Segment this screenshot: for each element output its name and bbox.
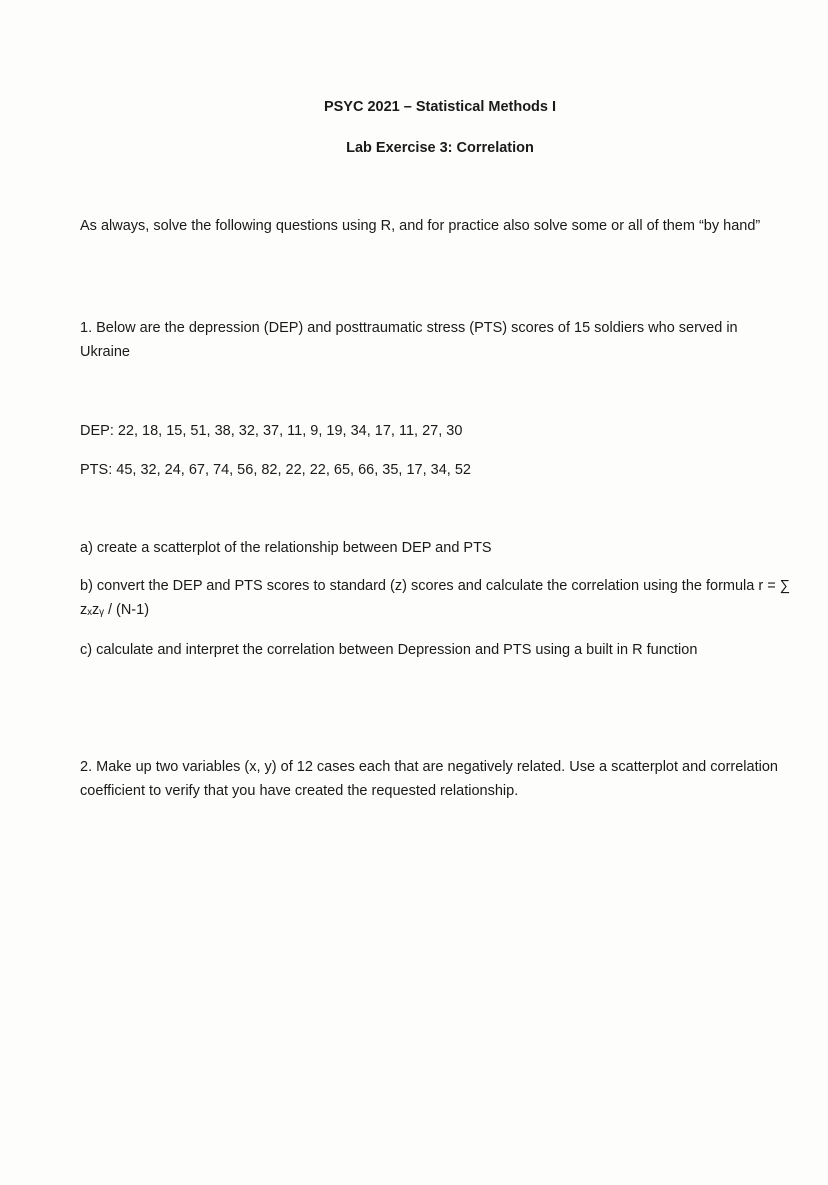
question-1-part-b: b) convert the DEP and PTS scores to standard (z) scores and calculate the correlation using the formula r = ∑ zₓzᵧ / (N-1)	[80, 578, 791, 618]
intro-paragraph: As always, solve the following questions using R, and for practice also solve some or all of them “by hand”	[80, 218, 761, 234]
lab-title: Lab Exercise 3: Correlation	[346, 140, 534, 156]
question-1-part-c: c) calculate and interpret the correlation between Depression and PTS using a built in R function	[80, 642, 698, 658]
pts-scores: PTS: 45, 32, 24, 67, 74, 56, 82, 22, 22, 65, 66, 35, 17, 34, 52	[80, 462, 471, 478]
question-2-prompt: 2. Make up two variables (x, y) of 12 cases each that are negatively related. Use a scatterplot and correlation coefficient to verify that you have created the requested relationship.	[80, 759, 778, 799]
question-1-prompt: 1. Below are the depression (DEP) and posttraumatic stress (PTS) scores of 15 soldiers who served in Ukraine	[80, 320, 738, 360]
dep-scores: DEP: 22, 18, 15, 51, 38, 32, 37, 11, 9, 19, 34, 17, 11, 27, 30	[80, 423, 463, 439]
course-title: PSYC 2021 – Statistical Methods I	[323, 99, 557, 115]
question-1-part-a: a) create a scatterplot of the relationship between DEP and PTS	[80, 540, 492, 556]
